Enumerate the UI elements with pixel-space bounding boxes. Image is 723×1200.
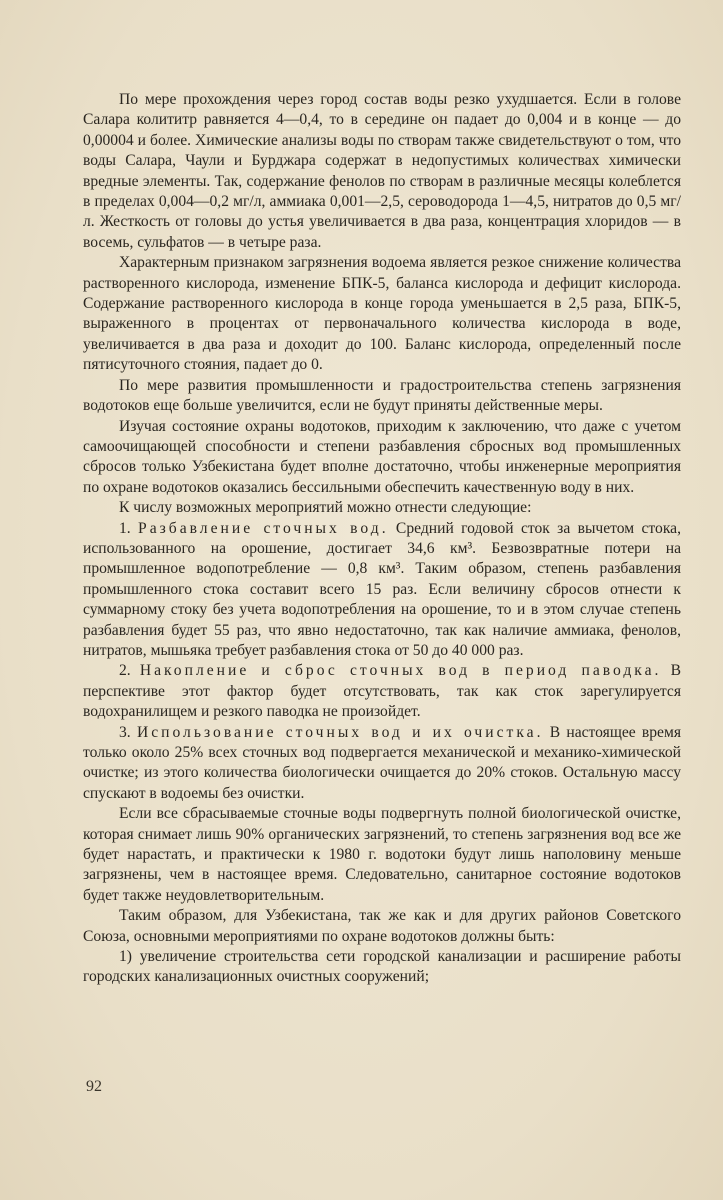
list-item-text: В перспективе этот фактор будет отсутствовать, так как сток зарегулируется водохранилищем и резкого паводка не произойдет. [83, 662, 681, 721]
list-item-number: 1. [119, 519, 131, 537]
paragraph: Изучая состояние охраны водотоков, приходим к заключению, что даже с учетом самоочищающей способности и степени разбавления сбросных вод промышленных сбросов только Узбекистана будет вполне достаточно, чтобы инженерные мероприятия по охране водотоков оказались бессильными обеспечить качественную воду в них. [83, 417, 681, 496]
paragraph: Если все сбрасываемые сточные воды подвергнуть полной биологической очистке, которая снимает лишь 90% органических загрязнений, то степень загрязнения вод все же будет нарастать, и практически к 1980 г. водотоки будут лишь наполовину меньше загрязнены, чем в настоящее время. Следовательно, санитарное состояние водотоков будет также неудовлетворительным. [83, 805, 681, 904]
paragraph: По мере развития промышленности и градостроительства степень загрязнения водотоков еще больше увеличится, если не будут приняты действенные меры. [83, 376, 681, 415]
list-item [83, 661, 681, 722]
page-body [83, 90, 681, 988]
paragraph: К числу возможных мероприятий можно отнести следующие: [119, 499, 532, 517]
list-item-heading: Разбавление сточных вод. [138, 519, 389, 537]
list-item-text: В настоящее время только около 25% всех сточных вод подвергается механической и механико-химической очистке; из этого количества биологически очищается до 20% стоков. Остальную массу спускают в водоемы без очистки. [83, 723, 682, 802]
list-item-number: 2. [119, 662, 131, 680]
list-item [83, 519, 681, 662]
list-item [83, 723, 681, 805]
page-number: 92 [86, 1078, 102, 1095]
list-item-heading: Использование сточных вод и их очистка. [136, 723, 544, 741]
paragraph: Таким образом, для Узбекистана, так же как и для других районов Советского Союза, основными мероприятиями по охране водотоков должны быть: [83, 907, 681, 945]
list-item-heading: Накопление и сброс сточных вод в период паводка. [139, 662, 662, 680]
paragraph: Характерным признаком загрязнения водоема является резкое снижение количества растворенного кислорода, изменение БПК-5, баланса кислорода и дефицит кислорода. Содержание растворенного кислорода в конце города уменьшается в 2,5 раза, БПК-5, выраженного в процентах от первоначального количества кислорода в воде, увеличивается в два раза и доходит до 100. Баланс кислорода, определенный после пятисуточного стояния, падает до 0. [83, 254, 681, 374]
list-item-text: Средний годовой сток за вычетом стока, использованного на орошение, достигает 34,6 км³. Безвозвратные потери на промышленное водопотребление — 0,8 км³. Таким образом, степень разбавления промышленного стока составит всего 15 раз. Если величину сбросов отнести к суммарному стоку без учета водопотребления на орошение, то и в этом случае степень разбавления будет 55 раз, что явно недостаточно, так как наличие аммиака, фенолов, нитратов, мышьяка требует разбавления стока от 50 до 40 000 раз. [83, 519, 681, 659]
paragraph: 1) увеличение строительства сети городской канализации и расширение работы городских канализационных очистных сооружений; [83, 948, 681, 986]
list-item-number: 3. [119, 723, 131, 741]
paragraph: По мере прохождения через город состав воды резко ухудшается. Если в голове Салара колититр равняется 4—0,4, то в середине он падает до 0,004 и в конце — до 0,00004 и более. Химические анализы воды по створам также свидетельствуют о том, что воды Салара, Чаули и Бурджара содержат в недопустимых количествах химически вредные элементы. Так, содержание фенолов по створам в различные месяцы колеблется в пределах 0,004—0,2 мг/л, аммиака 0,001—2,5, сероводорода 1—4,5, нитратов до 0,5 мг/л. Жесткость от головы до устья увеличивается в два раза, концентрация хлоридов — в восемь, сульфатов — в четыре раза. [83, 91, 681, 251]
